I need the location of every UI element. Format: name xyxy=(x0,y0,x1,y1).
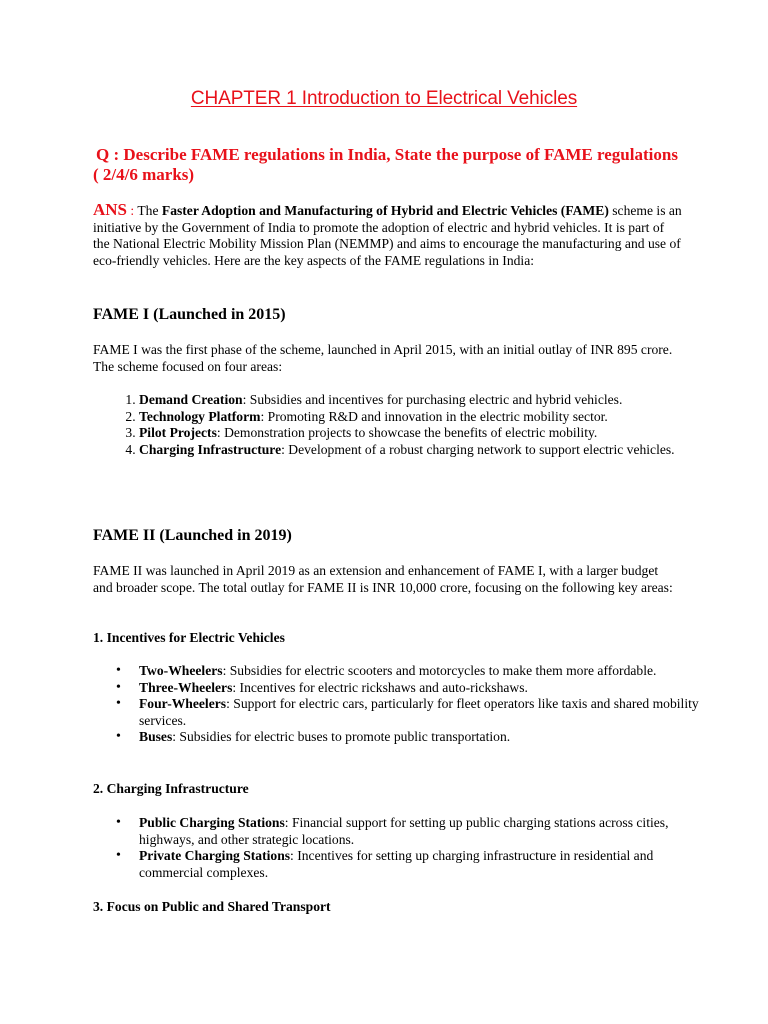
list-item-term: Public Charging Stations xyxy=(139,815,285,830)
list-item-term: Private Charging Stations xyxy=(139,848,291,864)
list-item xyxy=(139,729,699,746)
list-item xyxy=(139,409,699,426)
fame1-focus-list xyxy=(93,392,699,458)
list-item-desc: : Subsidies for electric scooters and motorcycles to make them more affordable. xyxy=(222,663,657,678)
list-item-term: Three-Wheelers xyxy=(139,679,233,695)
fame1-paragraph: FAME I was the first phase of the scheme, launched in April 2015, with an initial outlay of INR 895 crore. The scheme focused on four areas: xyxy=(93,342,673,374)
list-item-term: Demand Creation xyxy=(139,392,243,407)
list-item-desc: : Demonstration projects to showcase the benefits of electric mobility. xyxy=(216,425,598,441)
list-item xyxy=(139,815,699,848)
list-item-desc: : Financial support for setting up public charging stations across cities, highways, and other strategic locations. xyxy=(139,815,669,847)
fame2-heading: FAME II (Launched in 2019) xyxy=(93,527,292,544)
fame2-paragraph: FAME II was launched in April 2019 as an extension and enhancement of FAME I, with a larger budget and broader scope. The total outlay for FAME II is INR 10,000 crore, focusing on the following key areas: xyxy=(93,563,673,595)
list-item-term: Technology Platform xyxy=(139,408,261,424)
list-item-term: Charging Infrastructure xyxy=(139,441,282,457)
list-item-desc: : Promoting R&D and innovation in the electric mobility sector. xyxy=(260,408,608,424)
list-item-term: Pilot Projects xyxy=(139,425,217,441)
list-item xyxy=(139,696,699,729)
list-item-desc: : Incentives for electric rickshaws and auto-rickshaws. xyxy=(232,679,528,695)
list-item xyxy=(139,848,699,881)
list-item xyxy=(139,663,699,680)
fame2-sub2-heading: 2. Charging Infrastructure xyxy=(93,781,249,796)
list-item xyxy=(139,392,699,409)
answer-label: ANS xyxy=(93,200,128,219)
question xyxy=(93,145,683,185)
answer-colon: : xyxy=(127,203,135,218)
question-label: Q xyxy=(96,145,110,164)
answer-rest: scheme is an initiative by the Government of India to promote the adoption of electric and hybrid vehicles. It is part of the National Electric Mobility Mission Plan (NEMMP) and aims to encourage the manufacturing and use of eco-friendly vehicles. Here are the key aspects of the FAME regulations in India: xyxy=(93,203,682,268)
list-item-desc: : Incentives for setting up charging infrastructure in residential and commercial complexes. xyxy=(139,848,654,880)
list-item-desc: : Subsidies and incentives for purchasing electric and hybrid vehicles. xyxy=(242,392,623,407)
list-item xyxy=(139,680,699,697)
fame2-sub1-heading: 1. Incentives for Electric Vehicles xyxy=(93,630,285,645)
answer-intro-the: The xyxy=(134,203,162,218)
list-item-desc: : Development of a robust charging network to support electric vehicles. xyxy=(281,441,675,457)
list-item-term: Buses xyxy=(139,729,173,745)
chapter-title: CHAPTER 1 Introduction to Electrical Vehicles xyxy=(190,88,578,109)
list-item-desc: : Support for electric cars, particularly for fleet operators like taxis and shared mobility services. xyxy=(139,696,699,728)
question-text: : Describe FAME regulations in India, State the purpose of FAME regulations ( 2/4/6 marks) xyxy=(93,145,678,184)
fame1-heading: FAME I (Launched in 2015) xyxy=(93,306,286,323)
answer-fame-full-name: Faster Adoption and Manufacturing of Hybrid and Electric Vehicles (FAME) xyxy=(161,203,609,218)
list-item-term: Four-Wheelers xyxy=(139,696,227,712)
list-item xyxy=(139,425,699,442)
fame2-incentives-list xyxy=(93,663,699,746)
list-item-desc: : Subsidies for electric buses to promote public transportation. xyxy=(172,729,511,745)
fame2-charging-list xyxy=(93,815,699,881)
answer-paragraph xyxy=(93,202,683,269)
list-item-term: Two-Wheelers xyxy=(139,663,223,678)
fame2-sub3-heading: 3. Focus on Public and Shared Transport xyxy=(93,899,331,914)
list-item xyxy=(139,442,699,459)
